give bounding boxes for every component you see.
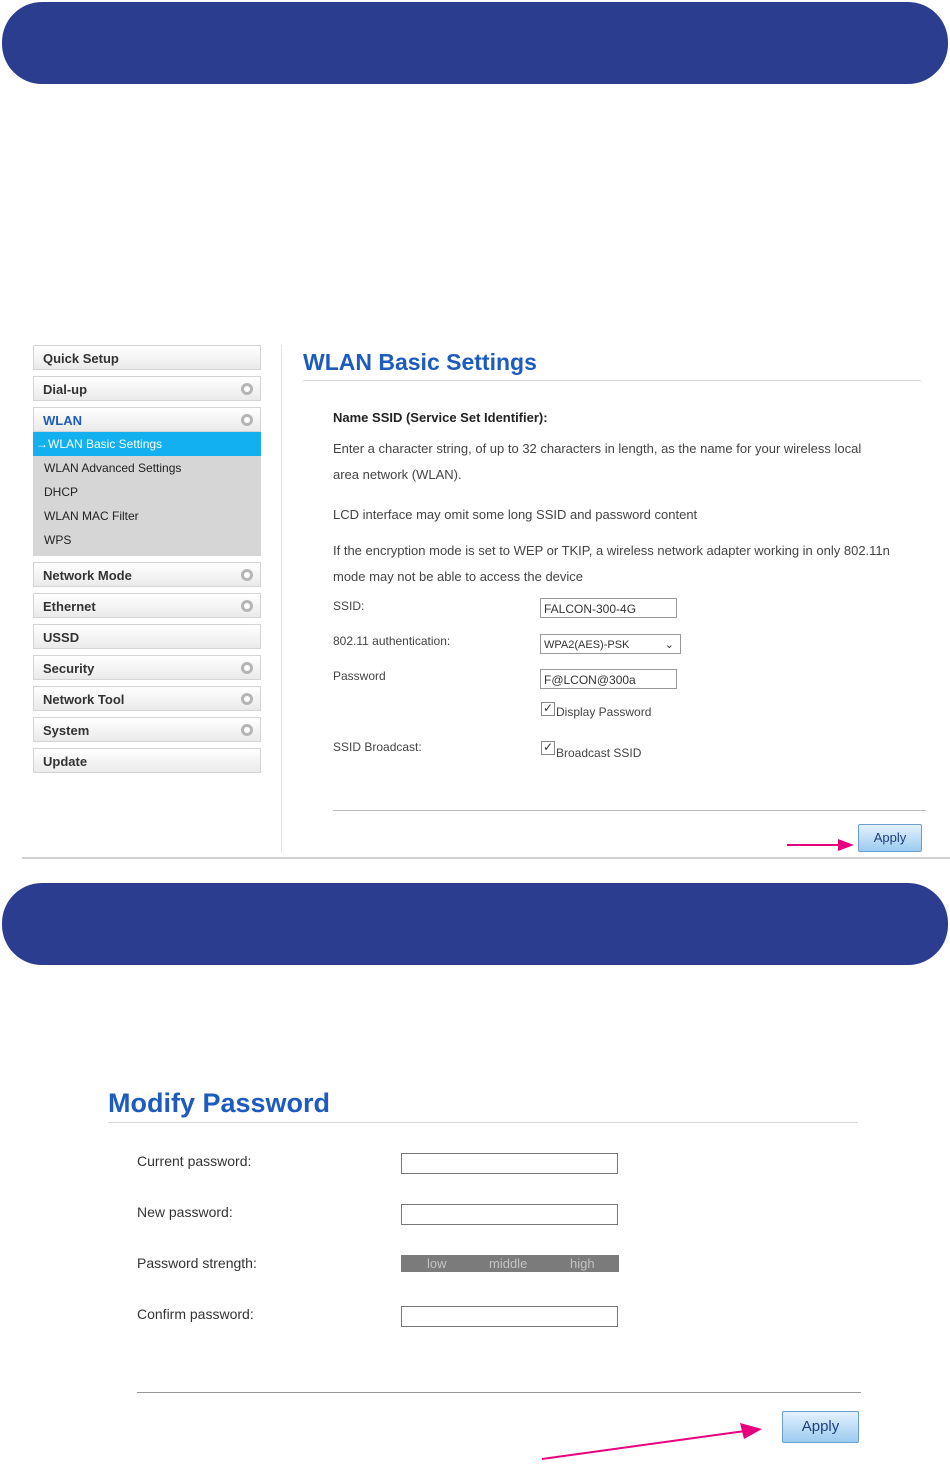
submenu-wlan-basic-settings[interactable]: →WLAN Basic Settings [33,432,261,456]
auth-selected-value: WPA2(AES)-PSK [544,639,630,651]
menu-label: System [43,723,90,738]
menu-ussd[interactable] [33,624,261,649]
expand-icon [241,600,253,612]
display-password-checkbox[interactable]: ✓ [542,701,554,715]
menu-system[interactable] [33,717,261,742]
middle-banner [2,883,948,965]
submenu-wps[interactable]: WPS [44,533,72,547]
submenu-wlan-advanced-settings[interactable]: WLAN Advanced Settings [44,461,182,475]
menu-security[interactable] [33,655,261,680]
expand-icon [241,724,253,736]
page-title: WLAN Basic Settings [303,349,537,375]
sidebar-divider [281,345,282,853]
modify-password-divider [137,1392,861,1393]
new-password-label: New password: [137,1204,233,1220]
title-divider [303,380,921,381]
expand-icon [241,414,253,426]
encryption-note-line-2: mode may not be able to access the device [333,569,584,584]
strength-low: low [427,1256,447,1271]
expand-icon [241,383,253,395]
menu-label: Ethernet [43,599,96,614]
menu-label: Network Tool [43,692,125,707]
strength-middle: middle [489,1256,528,1271]
submenu-dhcp[interactable]: DHCP [44,485,79,499]
display-password-label: Display Password [556,705,652,719]
expand-icon [241,662,253,674]
menu-label: Quick Setup [43,351,119,366]
current-password-label: Current password: [137,1153,252,1169]
strength-high: high [570,1256,595,1271]
menu-ethernet[interactable] [33,593,261,618]
confirm-password-label: Confirm password: [137,1306,254,1322]
section-divider [22,857,950,859]
arrow-right-icon [786,836,856,852]
modify-password-title-divider [108,1122,858,1123]
ssid-broadcast-label: SSID Broadcast: [333,740,422,754]
menu-dialup[interactable] [33,376,261,401]
chevron-down-icon: ⌄ [664,639,674,651]
password-input[interactable]: F@LCON@300a [540,669,677,689]
menu-label: Network Mode [43,568,132,583]
ssid-label: SSID: [333,599,365,613]
ssid-heading: Name SSID (Service Set Identifier): [333,410,548,425]
encryption-note-line-1: If the encryption mode is set to WEP or TKIP, a wireless network adapter working in only 802.11n [333,543,890,558]
wlan-apply-button[interactable]: Apply [858,824,922,852]
auth-label: 802.11 authentication: [333,634,451,648]
sidebar [33,345,261,779]
menu-label: USSD [43,630,80,645]
form-divider [333,810,926,811]
menu-label: WLAN [43,413,82,428]
menu-label: Security [43,661,95,676]
expand-icon [241,569,253,581]
wlan-submenu [33,432,261,556]
top-banner [2,2,948,84]
current-password-input[interactable] [401,1153,618,1174]
menu-label: Update [43,754,88,769]
broadcast-ssid-label: Broadcast SSID [556,746,642,760]
menu-label: Dial-up [43,382,88,397]
menu-quick-setup[interactable] [33,345,261,370]
auth-select[interactable] [540,634,681,654]
menu-network-mode[interactable] [33,562,261,587]
arrow-up-right-icon [540,1418,765,1463]
password-strength-meter [401,1255,619,1272]
password-label: Password [333,669,386,683]
menu-network-tool[interactable] [33,686,261,711]
lcd-note: LCD interface may omit some long SSID and password content [333,507,698,522]
password-strength-label: Password strength: [137,1255,257,1271]
new-password-input[interactable] [401,1204,618,1225]
description-line-1: Enter a character string, of up to 32 characters in length, as the name for your wireless local [333,441,862,456]
broadcast-ssid-checkbox[interactable]: ✓ [542,740,554,754]
modify-password-apply-button[interactable]: Apply [782,1411,859,1443]
description-line-2: area network (WLAN). [333,467,462,482]
modify-password-title: Modify Password [108,1088,331,1118]
submenu-wlan-mac-filter[interactable]: WLAN MAC Filter [44,509,139,523]
ssid-input[interactable]: FALCON-300-4G [540,598,677,618]
confirm-password-input[interactable] [401,1306,618,1327]
menu-wlan[interactable] [33,407,261,432]
expand-icon [241,693,253,705]
menu-update[interactable] [33,748,261,773]
